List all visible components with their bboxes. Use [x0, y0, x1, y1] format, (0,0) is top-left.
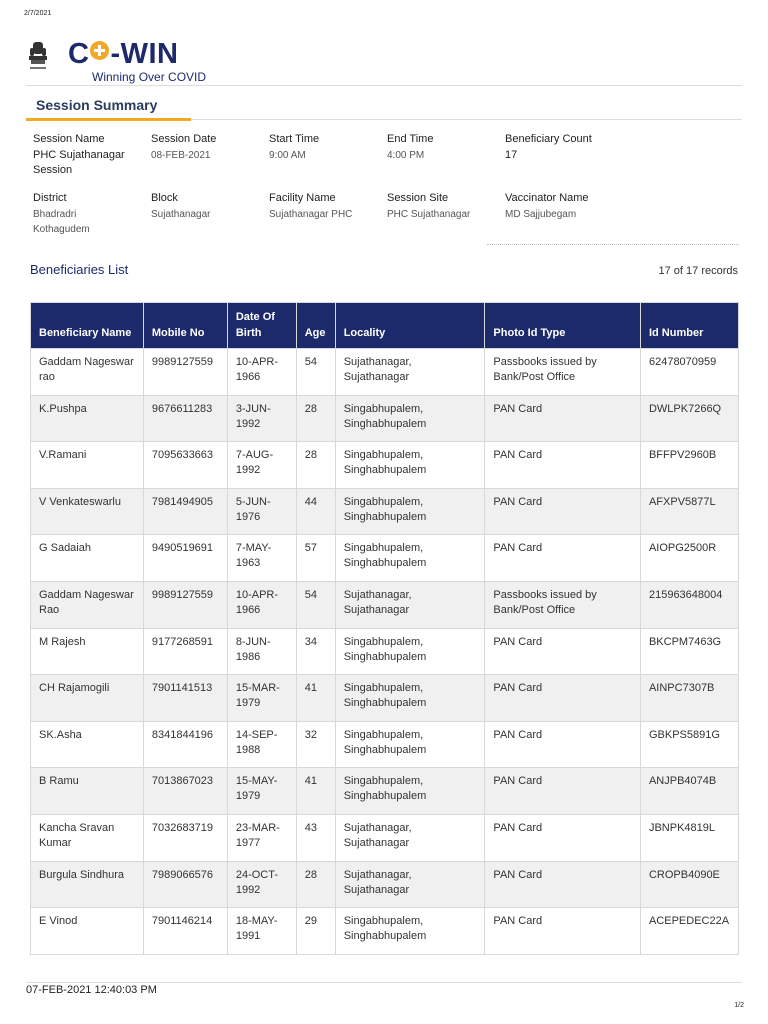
field-label: Block — [151, 192, 178, 204]
logo-suffix: -WIN — [110, 38, 179, 70]
cell-dob: 3-JUN-1992 — [227, 395, 296, 442]
table-row — [31, 535, 739, 582]
cell-photo-id-type: PAN Card — [485, 908, 641, 955]
cell-photo-id-type: PAN Card — [485, 721, 641, 768]
footer-divider — [26, 982, 742, 983]
cell-mobile: 9177268591 — [143, 628, 227, 675]
cell-photo-id-type: PAN Card — [485, 814, 641, 861]
logo-prefix: C — [68, 38, 90, 70]
cell-age: 29 — [296, 908, 335, 955]
cell-name: K.Pushpa — [31, 395, 144, 442]
column-header-locality[interactable]: Locality — [335, 303, 485, 349]
cell-id-number: ANJPB4074B — [640, 768, 738, 815]
field-label: Session Date — [151, 133, 217, 145]
field-value: MD Sajjubegam — [505, 209, 577, 220]
cell-id-number: AINPC7307B — [640, 675, 738, 722]
cell-age: 54 — [296, 581, 335, 628]
cell-age: 41 — [296, 675, 335, 722]
table-row — [31, 628, 739, 675]
cell-mobile: 7013867023 — [143, 768, 227, 815]
table-row — [31, 349, 739, 396]
cell-photo-id-type: PAN Card — [485, 395, 641, 442]
field-session-site — [387, 191, 503, 222]
table-row — [31, 442, 739, 489]
cell-age: 32 — [296, 721, 335, 768]
cell-mobile: 8341844196 — [143, 721, 227, 768]
field-start-time — [269, 132, 385, 163]
table-row — [31, 721, 739, 768]
field-label: End Time — [387, 133, 434, 145]
cell-name: B Ramu — [31, 768, 144, 815]
cell-name: Burgula Sindhura — [31, 861, 144, 908]
cell-id-number: JBNPK4819L — [640, 814, 738, 861]
cell-id-number: 215963648004 — [640, 581, 738, 628]
cell-mobile: 9676611283 — [143, 395, 227, 442]
cell-locality: Sujathanagar, Sujathanagar — [335, 814, 485, 861]
cell-id-number: ACEPEDEC22A — [640, 908, 738, 955]
cell-dob: 18-MAY-1991 — [227, 908, 296, 955]
field-label: Facility Name — [269, 192, 336, 204]
cell-id-number: BFFPV2960B — [640, 442, 738, 489]
cell-id-number: CROPB4090E — [640, 861, 738, 908]
column-header-age[interactable]: Age — [296, 303, 335, 349]
field-label: Session Name — [33, 133, 105, 145]
cell-photo-id-type: Passbooks issued by Bank/Post Office — [485, 581, 641, 628]
cell-mobile: 7032683719 — [143, 814, 227, 861]
cell-dob: 5-JUN-1976 — [227, 488, 296, 535]
cell-dob: 15-MAY-1979 — [227, 768, 296, 815]
table-row — [31, 861, 739, 908]
cell-locality: Sujathanagar, Sujathanagar — [335, 581, 485, 628]
cell-name: SK.Asha — [31, 721, 144, 768]
cell-age: 28 — [296, 395, 335, 442]
cell-dob: 8-JUN-1986 — [227, 628, 296, 675]
cell-mobile: 9989127559 — [143, 581, 227, 628]
cell-id-number: DWLPK7266Q — [640, 395, 738, 442]
field-value: 9:00 AM — [269, 150, 306, 161]
cell-dob: 10-APR-1966 — [227, 349, 296, 396]
column-header-name[interactable]: Beneficiary Name — [31, 303, 144, 349]
cell-locality: Singabhupalem, Singhabhupalem — [335, 535, 485, 582]
cell-locality: Singabhupalem, Singhabhupalem — [335, 442, 485, 489]
field-label: Beneficiary Count — [505, 133, 592, 145]
cell-photo-id-type: PAN Card — [485, 861, 641, 908]
cell-dob: 23-MAR-1977 — [227, 814, 296, 861]
field-facility-name — [269, 191, 385, 222]
column-header-dob[interactable]: Date Of Birth — [227, 303, 296, 349]
cell-name: Gaddam Nageswar rao — [31, 349, 144, 396]
table-row — [31, 814, 739, 861]
column-header-mobile[interactable]: Mobile No — [143, 303, 227, 349]
cell-name: M Rajesh — [31, 628, 144, 675]
cell-age: 28 — [296, 861, 335, 908]
page-number: 1/2 — [734, 1002, 744, 1009]
cell-name: Kancha Sravan Kumar — [31, 814, 144, 861]
cell-locality: Singabhupalem, Singhabhupalem — [335, 488, 485, 535]
cell-mobile: 7901146214 — [143, 908, 227, 955]
cell-id-number: AFXPV5877L — [640, 488, 738, 535]
cell-locality: Sujathanagar, Sujathanagar — [335, 349, 485, 396]
cell-mobile: 7901141513 — [143, 675, 227, 722]
table-header-row — [31, 303, 739, 349]
cell-locality: Singabhupalem, Singhabhupalem — [335, 395, 485, 442]
cell-name: G Sadaiah — [31, 535, 144, 582]
field-value: 4:00 PM — [387, 150, 425, 161]
field-district — [33, 191, 123, 237]
cell-name: Gaddam Nageswar Rao — [31, 581, 144, 628]
table-row — [31, 908, 739, 955]
field-label: Session Site — [387, 192, 449, 204]
cell-id-number: GBKPS5891G — [640, 721, 738, 768]
cell-age: 44 — [296, 488, 335, 535]
cell-photo-id-type: PAN Card — [485, 535, 641, 582]
field-end-time — [387, 132, 503, 163]
cell-mobile: 7095633663 — [143, 442, 227, 489]
field-session-name — [33, 132, 149, 178]
cowin-logo — [68, 38, 178, 71]
field-value: 17 — [505, 149, 518, 161]
cell-mobile: 9490519691 — [143, 535, 227, 582]
cell-id-number: BKCPM7463G — [640, 628, 738, 675]
field-session-date — [151, 132, 267, 163]
field-value: PHC Sujathanagar — [387, 209, 471, 220]
cell-dob: 15-MAR-1979 — [227, 675, 296, 722]
cell-dob: 14-SEP-1988 — [227, 721, 296, 768]
column-header-photo-id-type[interactable]: Photo Id Type — [485, 303, 641, 349]
field-vaccinator-name — [505, 191, 645, 222]
session-summary-title: Session Summary — [36, 97, 158, 113]
record-count: 17 of 17 records — [658, 265, 738, 277]
field-value: 08-FEB-2021 — [151, 150, 211, 161]
table-row — [31, 395, 739, 442]
cell-mobile: 7981494905 — [143, 488, 227, 535]
dotted-divider — [487, 244, 739, 245]
cell-name: V Venkateswarlu — [31, 488, 144, 535]
cell-age: 54 — [296, 349, 335, 396]
cell-locality: Singabhupalem, Singhabhupalem — [335, 768, 485, 815]
table-row — [31, 581, 739, 628]
cell-name: V.Ramani — [31, 442, 144, 489]
field-label: District — [33, 192, 67, 204]
cell-dob: 7-MAY-1963 — [227, 535, 296, 582]
field-block — [151, 191, 267, 222]
cell-photo-id-type: PAN Card — [485, 768, 641, 815]
field-beneficiary-count — [505, 132, 645, 163]
table-row — [31, 768, 739, 815]
field-value: Bhadradri Kothagudem — [33, 209, 90, 235]
cell-locality: Singabhupalem, Singhabhupalem — [335, 628, 485, 675]
cell-name: CH Rajamogili — [31, 675, 144, 722]
header — [26, 36, 742, 86]
cell-mobile: 7989066576 — [143, 861, 227, 908]
cell-dob: 10-APR-1966 — [227, 581, 296, 628]
print-date: 2/7/2021 — [24, 10, 52, 17]
field-value: Sujathanagar PHC — [269, 209, 353, 220]
cell-photo-id-type: Passbooks issued by Bank/Post Office — [485, 349, 641, 396]
cell-photo-id-type: PAN Card — [485, 488, 641, 535]
table-row — [31, 488, 739, 535]
cell-photo-id-type: PAN Card — [485, 442, 641, 489]
column-header-id-number[interactable]: Id Number — [640, 303, 738, 349]
field-label: Start Time — [269, 133, 320, 145]
footer-timestamp: 07-FEB-2021 12:40:03 PM — [26, 984, 157, 996]
cell-name: E Vinod — [31, 908, 144, 955]
cell-age: 57 — [296, 535, 335, 582]
cell-id-number: 62478070959 — [640, 349, 738, 396]
cell-age: 41 — [296, 768, 335, 815]
plus-icon — [90, 41, 109, 60]
cell-age: 28 — [296, 442, 335, 489]
beneficiaries-list-title: Beneficiaries List — [30, 262, 129, 277]
cell-dob: 24-OCT-1992 — [227, 861, 296, 908]
cell-mobile: 9989127559 — [143, 349, 227, 396]
table-row — [31, 675, 739, 722]
cell-id-number: AIOPG2500R — [640, 535, 738, 582]
beneficiaries-table — [30, 302, 739, 955]
national-emblem-icon — [26, 40, 50, 74]
field-value: Sujathanagar — [151, 209, 211, 220]
cell-dob: 7-AUG-1992 — [227, 442, 296, 489]
section-accent — [26, 118, 191, 121]
cell-photo-id-type: PAN Card — [485, 675, 641, 722]
cell-locality: Sujathanagar, Sujathanagar — [335, 861, 485, 908]
tagline: Winning Over COVID — [92, 70, 207, 84]
field-label: Vaccinator Name — [505, 192, 589, 204]
cell-age: 34 — [296, 628, 335, 675]
cell-locality: Singabhupalem, Singhabhupalem — [335, 721, 485, 768]
cell-photo-id-type: PAN Card — [485, 628, 641, 675]
cell-locality: Singabhupalem, Singhabhupalem — [335, 908, 485, 955]
cell-locality: Singabhupalem, Singhabhupalem — [335, 675, 485, 722]
cell-age: 43 — [296, 814, 335, 861]
field-value: PHC Sujathanagar Session — [33, 149, 125, 176]
